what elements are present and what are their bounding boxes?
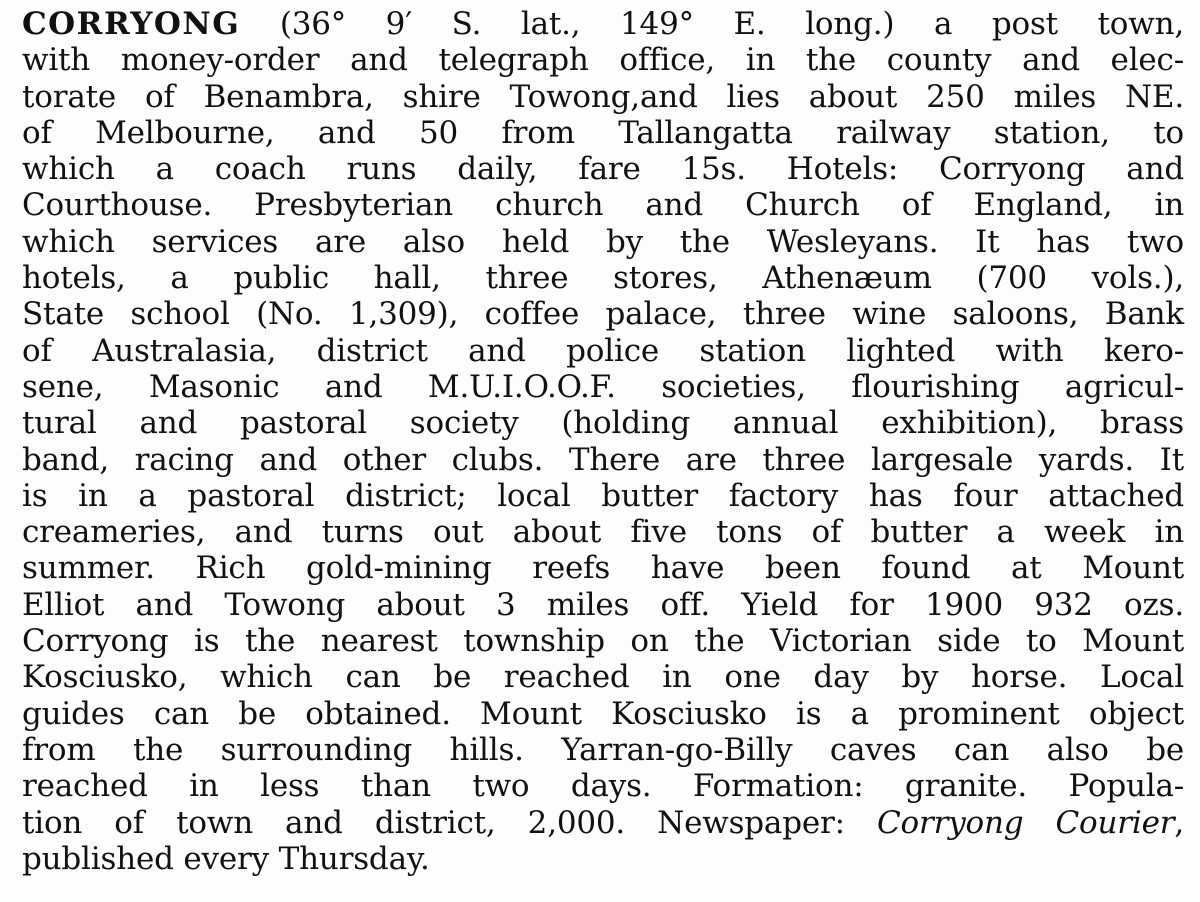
entry-line-19: Kosciusko, which can be reached in one day by horse. Local xyxy=(22,659,1184,696)
entry-line-20: guides can be obtained. Mount Kosciusko is a prominent object xyxy=(22,695,1184,732)
entry-line-10: of Australasia, district and police station lighted with kero- xyxy=(22,332,1184,369)
entry-line-21: from the surrounding hills. Yarran-go-Billy caves can also be xyxy=(22,731,1184,768)
entry-line-9: State school (No. 1,309), coffee palace, three wine saloons, Bank xyxy=(22,296,1184,333)
entry-line-6: Courthouse. Presbyterian church and Church of England, in xyxy=(22,187,1184,224)
entry-line-7: which services are also held by the Wesleyans. It has two xyxy=(22,223,1184,260)
entry-line-18: Corryong is the nearest township on the Victorian side to Mount xyxy=(22,623,1184,660)
entry-line-24: published every Thursday. xyxy=(22,840,430,877)
entry-line-17: Elliot and Towong about 3 miles off. Yield for 1900 932 ozs. xyxy=(22,586,1184,623)
gazetteer-entry xyxy=(22,6,1184,877)
entry-line-4: of Melbourne, and 50 from Tallangatta railway station, to xyxy=(22,114,1184,151)
entry-line-16: summer. Rich gold-mining reefs have been found at Mount xyxy=(22,550,1184,587)
newspaper-line-prefix: tion of town and district, 2,000. Newspaper: xyxy=(22,804,845,841)
entry-line-23 xyxy=(22,805,1184,841)
entry-line-5: which a coach runs daily, fare 15s. Hotels: Corryong and xyxy=(22,151,1184,188)
entry-line-1 xyxy=(22,6,1184,42)
entry-headword: CORRYONG xyxy=(22,6,241,42)
entry-line-14: is in a pastoral district; local butter factory has four attached xyxy=(22,477,1184,514)
entry-line-13: band, racing and other clubs. There are three largesale yards. It xyxy=(22,441,1184,478)
entry-line-3: torate of Benambra, shire Towong,and lies about 250 miles NE. xyxy=(22,78,1184,115)
entry-line-8: hotels, a public hall, three stores, Athenæum (700 vols.), xyxy=(22,260,1184,297)
newspaper-title: Corryong Courier xyxy=(876,804,1175,841)
newspaper-line-suffix: , xyxy=(1174,804,1184,841)
entry-coordinates: (36° 9′ S. lat., 149° E. long.) a post town, xyxy=(279,6,1185,42)
entry-line-12: tural and pastoral society (holding annual exhibition), brass xyxy=(22,405,1184,442)
entry-line-22: reached in less than two days. Formation: granite. Popula- xyxy=(22,768,1184,805)
entry-line-15: creameries, and turns out about five tons of butter a week in xyxy=(22,514,1184,551)
entry-line-11: sene, Masonic and M.U.I.O.O.F. societies, flourishing agricul- xyxy=(22,368,1184,405)
entry-line-2: with money-order and telegraph office, in the county and elec- xyxy=(22,42,1184,79)
